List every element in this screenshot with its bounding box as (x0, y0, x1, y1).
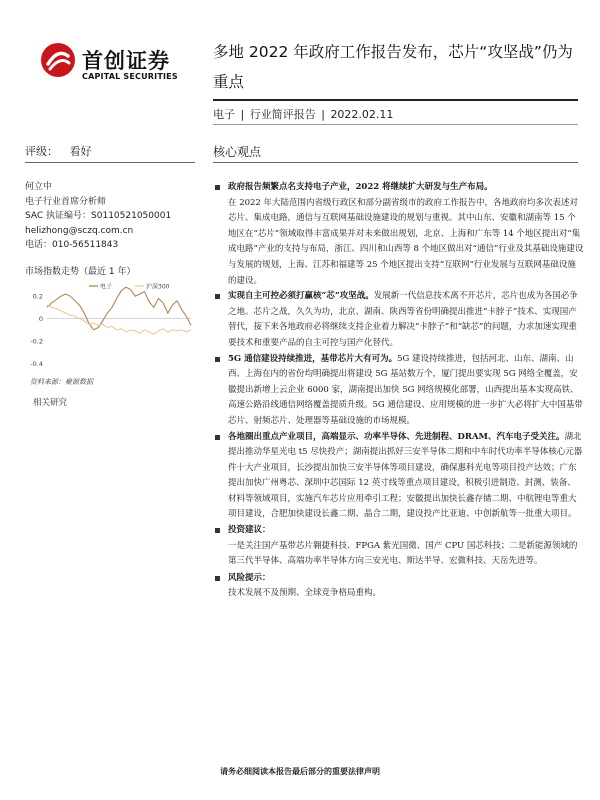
meta-separator: | (240, 108, 245, 121)
legend-label: 沪深300 (146, 283, 170, 291)
y-tick-label: -0.2 (30, 337, 43, 346)
report-type: 行业简评报告 (249, 108, 316, 121)
y-tick-label: -0.4 (30, 359, 43, 368)
related-research: 相关研究 (33, 398, 68, 408)
bullet-text: 湖北提出推动华星光电 t5 尽快投产；湖南提出抓好三安半导体二期和中车时代功率半导体核心元器件十大产业项目，长沙提出加快三安半导体等项目建设，确保惠科光电等项目投产达效；广东提出加快广州粤芯、深圳中芯国际 12 英寸线等重点项目建设，积极引进制造、封测、装备、材料等领域项目，实施汽车芯片应用牵引工程；安徽提出加快长鑫存储二期、中航锂电等重大项目建设，合肥加快建设长鑫二期、晶合二期，建设投产比亚迪、中创新航等一批重大项目。 (228, 431, 583, 520)
core-bullet (212, 430, 584, 524)
core-bullet (212, 180, 584, 289)
core-views-heading: 核心观点 (213, 145, 262, 159)
analyst-role: 电子行业首席分析师 (25, 196, 107, 207)
y-tick-label: 0.2 (32, 292, 43, 301)
series-line-electronics (47, 287, 191, 330)
legal-notice: 请务必细阅读本报告最后部分的重要法律声明 (220, 767, 380, 776)
logo-mark-icon (40, 42, 76, 78)
bullet-text: 5G 建设持续推进，包括河北、山东、湖南、山西、上海在内的省份均明确提出将建设 5G 基站数万个，厦门提出要实现 5G 网络全覆盖，安徽提出新增上云企业 6000 家，湖南提出加快 5G 网络规模化部署，山西提出基本实现高铁、高速公路沿线通信网络覆盖提质升级。5G 通信建设、应用规模的进一步扩大必将扩大中国基带芯片、射频芯片、处理器等基础设施的市场规模。 (228, 353, 583, 426)
core-bullet (212, 571, 584, 602)
bullet-paragraph (212, 352, 584, 430)
logo-chinese-text: 首创证券 (82, 49, 170, 73)
report-date: 2022.02.11 (330, 108, 394, 121)
rating-value: 看好 (69, 145, 92, 158)
title-divider (213, 99, 578, 101)
meta-divider (213, 124, 578, 125)
bullet-paragraph (212, 289, 584, 351)
bullet-heading: 5G 通信建设持续推进，基带芯片大有可为。 (228, 353, 398, 364)
analyst-info (25, 180, 205, 253)
core-divider (213, 162, 578, 163)
core-bullet (212, 523, 584, 570)
report-title-line-2: 重点 (213, 73, 245, 91)
y-tick-label: 0 (38, 315, 43, 324)
rating-label: 评级： (25, 145, 58, 158)
chart-title: 市场指数走势（最近 1 年） (25, 267, 136, 277)
analyst-phone: 电话：010-56511843 (25, 240, 119, 251)
bullet-text: 一是关注国产基带芯片翱捷科技、FPGA 紫光国微、国产 CPU 国芯科技；二是新能源领域的第三代半导体、高端功率半导体方向三安光电、斯达半导、宏微科技、天岳先进等。 (228, 540, 578, 567)
report-header (0, 0, 600, 121)
rating-divider (25, 162, 195, 163)
analyst-email[interactable]: helizhong@sczq.com.cn (25, 225, 134, 236)
report-sector: 电子 (213, 108, 235, 121)
report-title-line-1: 多地 2022 年政府工作报告发布，芯片“攻坚战”仍为 (213, 43, 573, 61)
bullet-heading: 投资建议： (212, 523, 584, 539)
report-meta-line (213, 106, 395, 122)
bullet-text: 技术发展不及预期、全球竞争格局重构。 (228, 588, 382, 599)
market-index-chart (25, 264, 200, 373)
company-logo (40, 42, 200, 86)
core-bullet (212, 352, 584, 430)
rating (25, 143, 195, 159)
bullet-text: 在 2022 年大陆范围内省级行政区和部分副省级市的政府工作报告中，各地政府均多次表述对芯片、集成电路，通信与互联网基础设施建设的规划与重视。其中山东、安徽和湖南等 15 个地区在“芯片”领域取得丰富成果并对未来做出规划，北京、上海和广东等 14 个地区提出对“集成电路”产业的支持与布局，浙江、四川和山西等 8 个地区做出对“通信”行业及其基础设施建设与发展的规划，上海、江苏和福建等 25 个地区提出支持“互联网”行业发展与互联网基础设施的建设。 (228, 197, 584, 286)
core-bullet (212, 289, 584, 351)
core-views-body (212, 180, 584, 603)
bullet-paragraph (212, 180, 584, 289)
bullet-heading: 各地圈出重点产业项目，高端显示、功率半导体、先进制程、DRAM、汽车电子受关注。 (228, 431, 565, 442)
bullet-heading: 实现自主可控必须打赢核“芯”攻坚战。 (228, 291, 374, 302)
analyst-sac: SAC 执证编号：S0110521050001 (25, 211, 172, 222)
logo-english-text: CAPITAL SECURITIES (82, 72, 178, 81)
legend-label: 电子 (100, 283, 113, 291)
analyst-name: 何立中 (25, 182, 53, 192)
chart-source: 资料来源：聚源数据 (30, 378, 93, 386)
bullet-heading: 政府报告频繁点名支持电子产业，2022 将继续扩大研发与生产布局。 (228, 182, 493, 192)
bullet-heading: 风险提示： (212, 571, 584, 587)
meta-separator: | (321, 108, 325, 121)
report-title (213, 37, 578, 97)
bullet-text: 发展新一代信息技术离不开芯片，芯片也成为各国必争之地。芯片之战，久久为功，北京、湖南、陕西等省份明确提出推进“卡脖子”技术、实现国产替代，接下来各地政府必将继续支持企业着力解决“卡脖子”和“缺芯”的问题，力求加速实现重要技术和重要产品的自主可控与国产化替代。 (228, 291, 578, 348)
bullet-paragraph (212, 430, 584, 524)
chart-plot (25, 281, 197, 373)
